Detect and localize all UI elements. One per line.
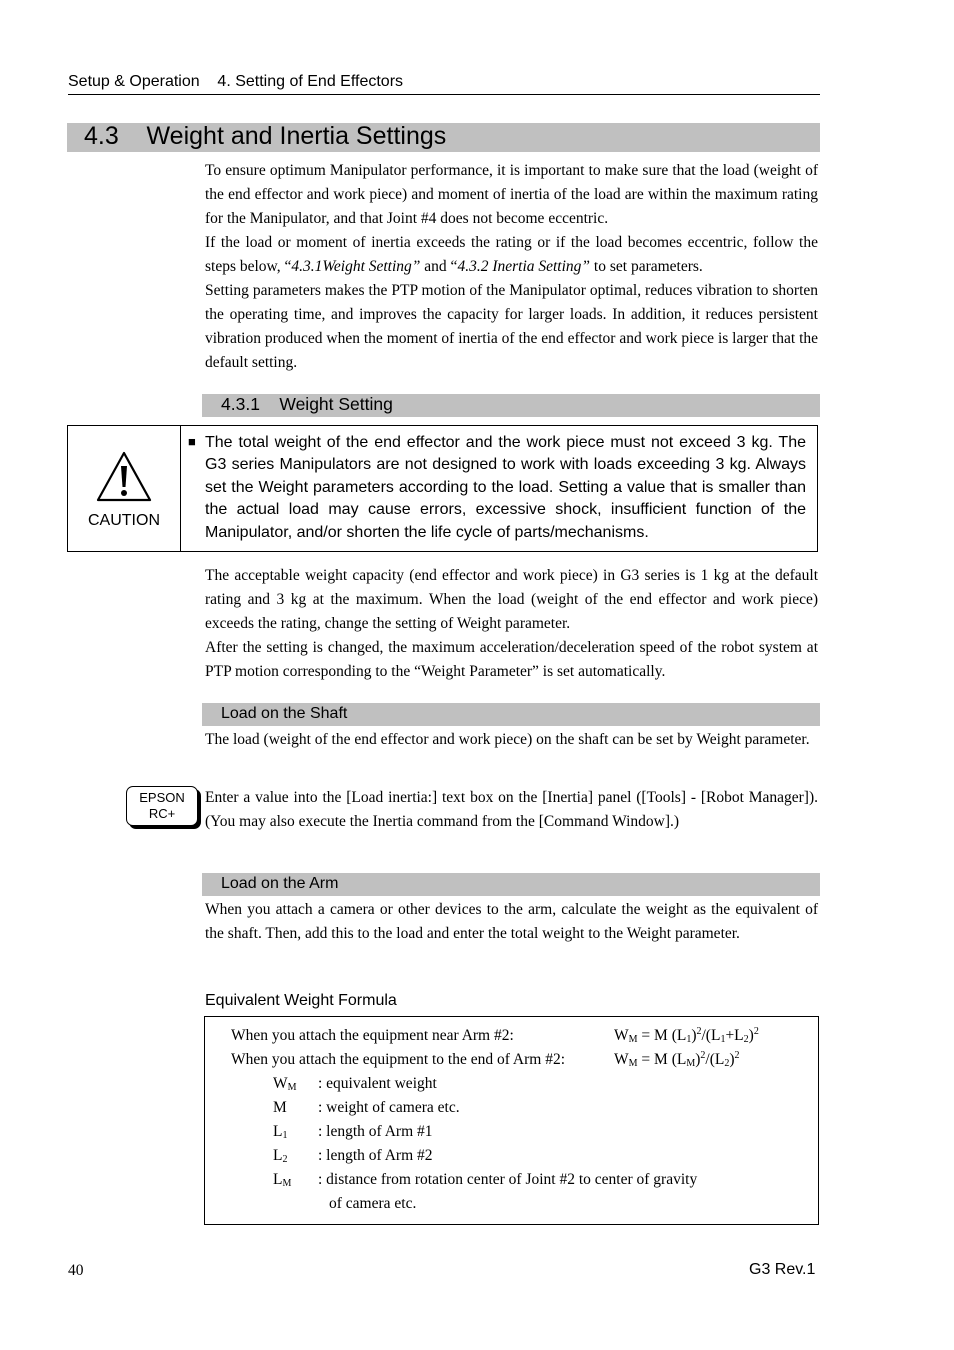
caution-box	[67, 425, 818, 552]
symbol-definition: : length of Arm #1	[318, 1123, 433, 1140]
epson-note: Enter a value into the [Load inertia:] text box on the [Inertia] panel ([Tools] - [Robot Manager]). (You may also execute the Inertia command from the [Command Window].)	[205, 789, 818, 830]
cross-reference-link[interactable]: 4.3.1Weight Setting”	[291, 258, 421, 275]
caution-label: CAUTION	[88, 512, 160, 529]
formula-equation: $W_M = M$ $(L_M)^2/(L_2)^2$	[614, 1050, 740, 1069]
document-revision: G3 Rev.1	[749, 1261, 816, 1278]
formula-equation: $W_M = M$ $(L_1)^2/(L_1+L_2)^2$	[614, 1026, 759, 1045]
symbol: M	[273, 1099, 287, 1116]
symbol-definition-continued: of camera etc.	[329, 1195, 417, 1212]
section-title: 4.3 Weight and Inertia Settings	[84, 122, 447, 150]
section-intro	[205, 159, 818, 375]
body-paragraph: After the setting is changed, the maximum acceleration/deceleration speed of the robot system at PTP motion corresponding to the “Weight Parameter” is set automatically.	[205, 639, 818, 680]
intro-paragraph: To ensure optimum Manipulator performance, it is important to make sure that the load (weight of the end effector and work piece) and moment of inertia of the load are within the maximum rating for the Manipulator, and that Joint #4 does not become eccentric.	[205, 162, 818, 227]
body-paragraph: The acceptable weight capacity (end effector and work piece) in G3 series is 1 kg at the default rating and 3 kg at the maximum. When the load (weight of the end effector and work piece) exceeds the rating, change the setting of Weight parameter.	[205, 567, 818, 632]
cross-reference-link[interactable]: 4.3.2 Inertia Setting”	[457, 258, 591, 275]
arm-heading: Load on the Arm	[221, 875, 339, 892]
symbol-definition: : equivalent weight	[318, 1075, 437, 1092]
page-number: 40	[68, 1262, 84, 1279]
formula-case-label: When you attach the equipment near Arm #2:	[231, 1027, 514, 1044]
formula-title: Equivalent Weight Formula	[205, 992, 397, 1009]
symbol: $L_M$	[273, 1171, 292, 1189]
subsection-title: 4.3.1 Weight Setting	[221, 394, 393, 414]
bullet-icon: ■	[188, 434, 196, 449]
caution-text: The total weight of the end effector and the work piece must not exceed 3 kg. The G3 series Manipulators are not designed to work with loads exceeding 3 kg. Always set the Weight parameters according to the load. Setting a value that is smaller than the actual load may cause errors, excessive shock, insufficient function of the Manipulator, and/or shorten the life cycle of parts/mechanisms.	[205, 434, 806, 541]
intro-paragraph: Setting parameters makes the PTP motion of the Manipulator optimal, reduces vibration to shorten the operating time, and improves the capacity for larger loads. In addition, it reduces persistent vibration produced when the moment of inertia of the end effector and work piece is larger that the default setting.	[205, 282, 818, 371]
arm-text: When you attach a camera or other devices to the arm, calculate the weight as the equivalent of the shaft. Then, add this to the load and enter the total weight to the Weight parameter.	[205, 901, 818, 942]
caution-icon-cell	[68, 426, 181, 551]
shaft-text: The load (weight of the end effector and work piece) on the shaft can be set by Weight parameter.	[205, 731, 810, 748]
symbol: $L_1$	[273, 1123, 288, 1141]
symbol-definition: : length of Arm #2	[318, 1147, 433, 1164]
symbol-definition: : weight of camera etc.	[318, 1099, 460, 1116]
symbol: $W_M$	[273, 1075, 297, 1093]
formula-case-label: When you attach the equipment to the end of Arm #2:	[231, 1051, 566, 1068]
epson-rc-badge: EPSON RC+	[126, 786, 198, 826]
weight-description	[205, 564, 818, 684]
formula-box	[204, 1016, 819, 1225]
running-header: Setup & Operation 4. Setting of End Effectors	[68, 73, 820, 95]
symbol-definition: : distance from rotation center of Joint #2 to center of gravity	[318, 1171, 698, 1188]
intro-paragraph: If the load or moment of inertia exceeds the rating or if the load becomes eccentric, follow the steps below, “4.3.1Weight Setting” and “4.3.2 Inertia Setting” to set parameters.	[205, 234, 818, 275]
shaft-heading: Load on the Shaft	[221, 705, 348, 722]
warning-triangle-icon	[95, 450, 153, 504]
symbol: $L_2$	[273, 1147, 288, 1165]
